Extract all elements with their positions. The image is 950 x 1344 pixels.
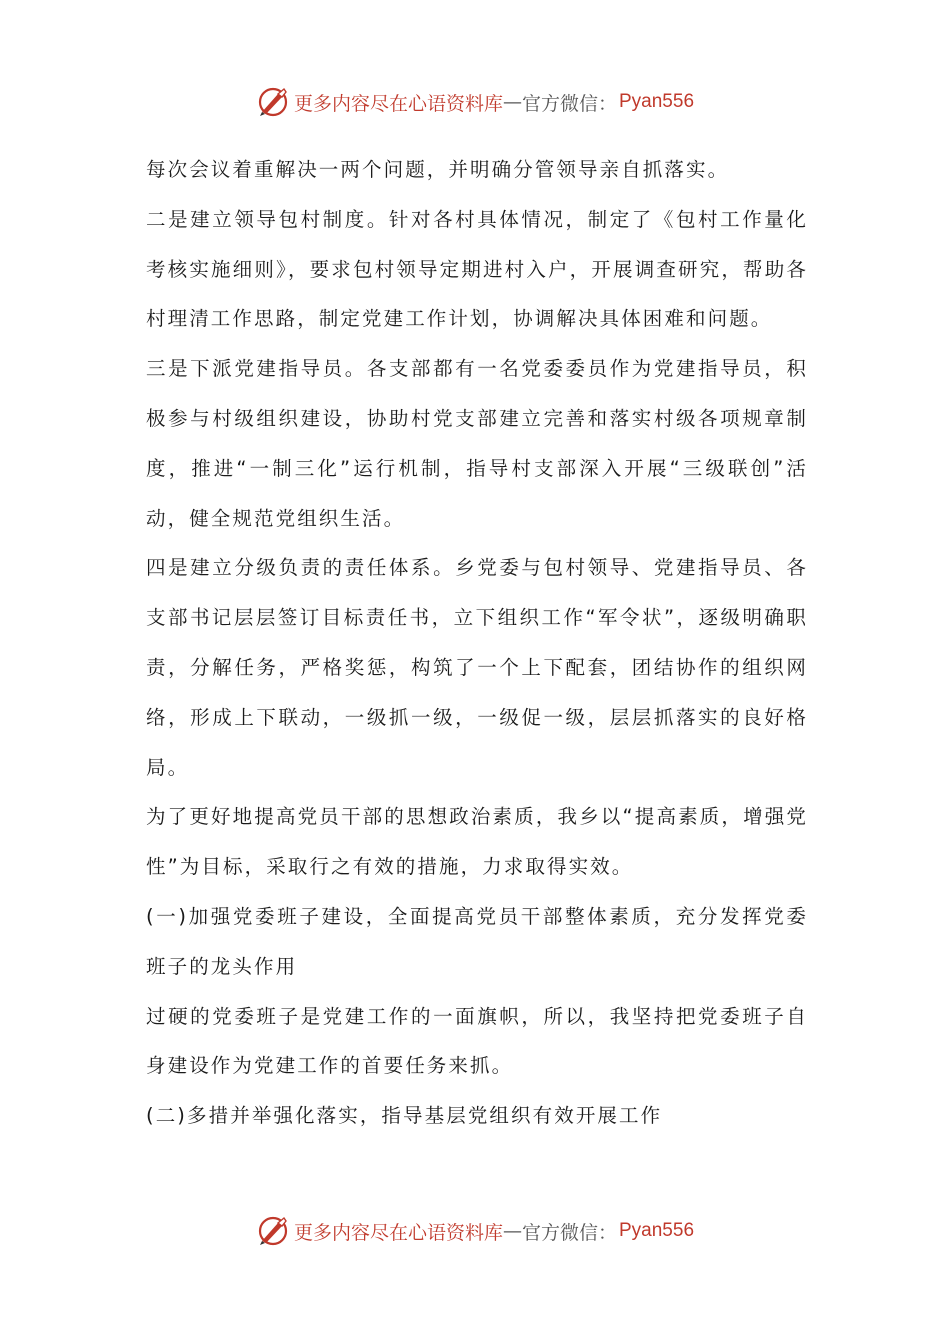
- header-gray-text: 官方微信：: [521, 92, 617, 115]
- footer-banner: [0, 1211, 950, 1251]
- pen-logo-icon: [256, 85, 290, 119]
- footer-wechat-id: Pyan556: [619, 1220, 695, 1241]
- header-dash: —: [502, 91, 522, 113]
- document-body: [146, 145, 808, 1141]
- footer-dash: —: [502, 1220, 522, 1242]
- footer-text: [294, 1218, 694, 1245]
- paragraph: 每次会议着重解决一两个问题，并明确分管领导亲自抓落实。: [146, 158, 730, 181]
- paragraph: 三是下派党建指导员。各支部都有一名党委委员作为党建指导员，积极参与村级组织建设，协助村党支部建立完善和落实村级各项规章制度，推进“一制三化”运行机制，指导村支部深入开展“三级联创”活动，健全规范党组织生活。: [146, 357, 808, 530]
- paragraph: 过硬的党委班子是党建工作的一面旗帜，所以，我坚持把党委班子自身建设作为党建工作的首要任务来抓。: [146, 1004, 808, 1078]
- header-text: [294, 89, 694, 116]
- header-red-text: 更多内容尽在心语资料库: [293, 92, 503, 115]
- section-heading: (一)加强党委班子建设，全面提高党员干部整体素质，充分发挥党委班子的龙头作用: [146, 904, 808, 978]
- header-wechat-id: Pyan556: [619, 91, 695, 112]
- paragraph: 为了更好地提高党员干部的思想政治素质，我乡以“提高素质，增强党性”为目标，采取行之有效的措施，力求取得实效。: [146, 805, 808, 879]
- pen-logo-icon: [256, 1214, 290, 1248]
- paragraph: 四是建立分级负责的责任体系。乡党委与包村领导、党建指导员、各支部书记层层签订目标责任书，立下组织工作“军令状”，逐级明确职责，分解任务，严格奖惩，构筑了一个上下配套，团结协作的组织网络，形成上下联动，一级抓一级，一级促一级，层层抓落实的良好格局。: [146, 556, 808, 779]
- section-heading: (二)多措并举强化落实，指导基层党组织有效开展工作: [146, 1104, 663, 1128]
- paragraph: 二是建立领导包村制度。针对各村具体情况，制定了《包村工作量化考核实施细则》，要求包村领导定期进村入户，开展调查研究，帮助各村理清工作思路，制定党建工作计划，协调解决具体困难和问题。: [146, 207, 808, 331]
- footer-gray-text: 官方微信：: [521, 1221, 617, 1244]
- footer-red-text: 更多内容尽在心语资料库: [293, 1221, 503, 1244]
- header-banner: [0, 82, 950, 122]
